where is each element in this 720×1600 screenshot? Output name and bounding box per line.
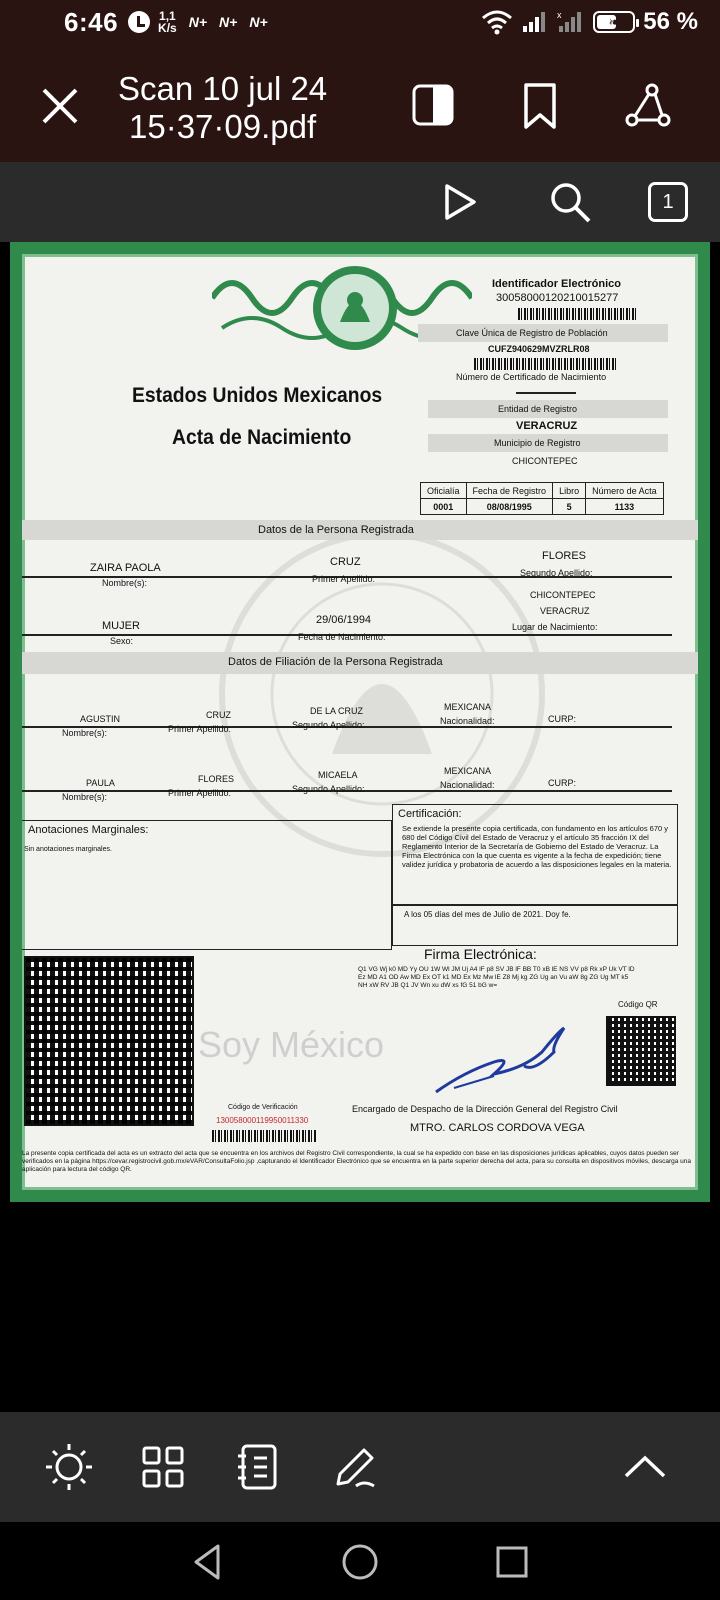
municipio-label: Municipio de Registro xyxy=(494,438,581,448)
pen-icon xyxy=(330,1442,380,1492)
grid-icon xyxy=(138,1442,188,1492)
verification-qr-code xyxy=(24,956,194,1126)
net-label-3: N+ xyxy=(249,14,268,30)
qr-label: Código QR xyxy=(618,1000,658,1009)
encargado-title: Encargado de Despacho de la Dirección General del Registro Civil xyxy=(352,1104,618,1114)
parent1-curp-label: CURP: xyxy=(548,714,577,724)
battery-icon xyxy=(593,11,635,33)
verification-barcode xyxy=(212,1130,316,1142)
document-title: Estados Unidos Mexicanos xyxy=(132,384,383,407)
sub-toolbar xyxy=(0,162,720,242)
file-title-line1: Scan 10 jul 24 xyxy=(118,70,328,107)
reg-value-fecha: 08/08/1995 xyxy=(466,499,553,515)
parent1-primer-label: Primer Apellido: xyxy=(168,724,232,734)
parent2-nac-label: Nacionalidad: xyxy=(440,780,495,790)
parent1-nac-label: Nacionalidad: xyxy=(440,716,495,726)
segundo-apellido-value: FLORES xyxy=(542,550,587,562)
search-button[interactable] xyxy=(548,180,592,224)
lugar-value-1: CHICONTEPEC xyxy=(530,590,596,600)
parent2-primer: FLORES xyxy=(198,774,235,784)
parent2-nacionalidad: MEXICANA xyxy=(444,766,492,776)
lugar-label: Lugar de Nacimiento: xyxy=(512,622,598,632)
reg-header-libro: Libro xyxy=(553,483,586,499)
section-filiacion: Datos de Filiación de la Persona Registrada xyxy=(228,656,443,668)
recents-icon xyxy=(490,1540,534,1584)
chevron-up-icon xyxy=(620,1442,670,1492)
verification-value: 130058000119950011330 xyxy=(216,1116,309,1125)
svg-text:x: x xyxy=(557,10,562,20)
parent2-primer-label: Primer Apellido: xyxy=(168,788,232,798)
alarm-icon xyxy=(128,11,150,33)
national-seal xyxy=(300,262,410,354)
status-time: 6:46 xyxy=(64,6,119,37)
fecha-nacimiento-value: 29/06/1994 xyxy=(316,614,372,626)
cert-number-label: Número de Certificado de Nacimiento xyxy=(456,372,607,382)
firma-label: Firma Electrónica: xyxy=(424,946,537,962)
network-speed-unit: K/s xyxy=(158,21,177,35)
registry-table xyxy=(420,482,664,515)
parent1-nombre-label: Nombre(s): xyxy=(62,728,108,738)
anotaciones-label: Anotaciones Marginales: xyxy=(28,824,149,836)
curp-barcode xyxy=(474,358,618,370)
battery-saver-leaf-icon: ❧ xyxy=(608,13,621,30)
recents-button[interactable] xyxy=(490,1540,534,1584)
parent2-segundo: MICAELA xyxy=(318,770,358,780)
anotaciones-box xyxy=(22,820,392,950)
section-person: Datos de la Persona Registrada xyxy=(258,524,414,536)
parent2-segundo-label: Segundo Apellido: xyxy=(292,784,365,794)
network-speed xyxy=(158,10,177,34)
entidad-value: VERACRUZ xyxy=(516,420,578,432)
lugar-value-2: VERACRUZ xyxy=(540,606,590,616)
bottom-toolbar xyxy=(0,1412,720,1522)
search-icon xyxy=(548,180,592,224)
reading-mode-button[interactable] xyxy=(412,84,454,126)
document-page[interactable] xyxy=(10,242,710,1202)
parent2-nombre: PAULA xyxy=(86,778,115,788)
outline-icon xyxy=(234,1442,284,1492)
official-name: MTRO. CARLOS CORDOVA VEGA xyxy=(410,1122,585,1134)
segundo-apellido-label: Segundo Apellido: xyxy=(520,568,593,578)
municipio-value: CHICONTEPEC xyxy=(512,456,578,466)
file-title xyxy=(118,70,327,146)
net-label-1: N+ xyxy=(188,14,208,30)
official-signature xyxy=(434,1012,574,1102)
footer-legal-text: La presente copia certificada del acta es un extracto del acta que se encuentra en los archivos del Registro Civil correspondiente, la cual se ha expedido con base en las disposiciones jurídicas aplicables, cuyos datos pueden ser verificados en la página https://cevar.registrocivil.gob.mx/eVAR/ConsultaFolio.jsp ,capturando el Identificador Electrónico que se encuentra en la parte superior derecha del acta, para su consulta en dispositivos móviles, descarga una aplicación para lectura del código QR. xyxy=(22,1150,692,1173)
document-viewer[interactable] xyxy=(0,242,720,1412)
sexo-label: Sexo: xyxy=(110,636,134,646)
reading-mode-icon xyxy=(412,84,454,126)
bookmark-button[interactable] xyxy=(520,82,560,130)
page-number: 1 xyxy=(662,190,674,213)
brightness-button[interactable] xyxy=(44,1442,94,1492)
parent1-segundo: DE LA CRUZ xyxy=(310,706,364,716)
soy-mexico-watermark: Soy México xyxy=(198,1024,385,1065)
anotaciones-text: Sin anotaciones marginales. xyxy=(24,846,112,853)
id-barcode xyxy=(518,308,636,320)
home-button[interactable] xyxy=(338,1540,382,1584)
navigation-bar xyxy=(0,1522,720,1600)
back-icon xyxy=(186,1540,230,1584)
share-button[interactable] xyxy=(624,82,672,130)
close-icon xyxy=(38,84,82,128)
signal-icon-2 xyxy=(557,10,585,34)
reg-value-libro: 5 xyxy=(553,499,586,515)
battery-percent: 56 % xyxy=(643,8,698,35)
reg-header-acta: Número de Acta xyxy=(586,483,664,499)
expand-button[interactable] xyxy=(620,1442,670,1492)
cert-date: A los 05 días del mes de Julio de 2021. Doy fe. xyxy=(404,910,571,919)
back-button[interactable] xyxy=(186,1540,230,1584)
bookmark-icon xyxy=(520,82,560,130)
verification-label: Código de Verificación xyxy=(228,1104,298,1111)
file-title-line2: 15·37·09.pdf xyxy=(129,108,317,145)
thumbnails-button[interactable] xyxy=(138,1442,188,1492)
qr-code xyxy=(606,1016,676,1086)
electronic-id-label: Identificador Electrónico xyxy=(492,278,621,290)
sexo-value: MUJER xyxy=(102,620,140,632)
outline-button[interactable] xyxy=(234,1442,284,1492)
entidad-label: Entidad de Registro xyxy=(498,404,578,414)
status-right-icons xyxy=(481,8,698,36)
cert-label: Certificación: xyxy=(398,808,462,820)
slideshow-button[interactable] xyxy=(442,182,478,222)
status-left-icons xyxy=(128,10,268,34)
primer-apellido-label: Primer Apellido: xyxy=(312,574,376,584)
firma-code: Q1 VG Wj k0 MD Yy OU 1W Wl JM Uj A4 lF p8 SV JB lF BB T0 xB lE NS VV p8 Rk xP Uk VT lD Ez MD A1 OD Aw MD Ex OT k1 MD Ex Mz Mw lE Z8 Mj kg ZG Ug an Vu aW 8g ZG Ug MT k5 NH xW RV JB Q1 JV Wn xu dW xs fG 51 bG w= xyxy=(358,966,635,989)
reg-header-oficialia: Oficialía xyxy=(421,483,467,499)
brightness-icon xyxy=(44,1442,94,1492)
parent1-primer: CRUZ xyxy=(206,710,231,720)
wifi-icon xyxy=(481,9,513,35)
parent2-nombre-label: Nombre(s): xyxy=(62,792,108,802)
parent1-nacionalidad: MEXICANA xyxy=(444,702,492,712)
reg-header-fecha: Fecha de Registro xyxy=(466,483,553,499)
document-subtitle: Acta de Nacimiento xyxy=(172,426,352,449)
annotate-button[interactable] xyxy=(330,1442,380,1492)
nombre-value: ZAIRA PAOLA xyxy=(90,562,161,574)
reg-value-acta: 1133 xyxy=(586,499,664,515)
curp-label: Clave Única de Registro de Población xyxy=(456,328,608,338)
network-speed-value: 1,1 xyxy=(159,9,176,23)
cert-text: Se extiende la presente copia certificada, con fundamento en los artículos 670 y 680 del Código Civil del Estado de Veracruz y el artículo 35 fracción IX del Reglamento Interior de la Secretaría de Gobierno del Estado de Veracruz. La Firma Electrónica con la que cuenta es vigente a la fecha de expedición; tiene validez jurídica y probatoria de acuerdo a las disposiciones legales en la materia. xyxy=(402,824,672,869)
parent1-segundo-label: Segundo Apellido: xyxy=(292,720,365,730)
share-icon xyxy=(624,82,672,130)
curp-value: CUFZ940629MVZRLR08 xyxy=(488,344,590,354)
close-button[interactable] xyxy=(38,84,82,128)
reg-value-oficialia: 0001 xyxy=(421,499,467,515)
signal-icon-1 xyxy=(521,10,549,34)
parent1-nombre: AGUSTIN xyxy=(80,714,121,724)
nombre-label: Nombre(s): xyxy=(102,578,148,588)
primer-apellido-value: CRUZ xyxy=(330,556,361,568)
page-indicator-button[interactable] xyxy=(648,182,688,222)
parent2-curp-label: CURP: xyxy=(548,778,577,788)
home-icon xyxy=(338,1540,382,1584)
fecha-nacimiento-label: Fecha de Nacimiento: xyxy=(298,632,386,642)
net-label-2: N+ xyxy=(219,14,238,30)
status-bar xyxy=(0,0,720,44)
app-bar xyxy=(0,44,720,162)
play-icon xyxy=(442,182,478,222)
electronic-id-value: 30058000120210015277 xyxy=(496,292,619,304)
